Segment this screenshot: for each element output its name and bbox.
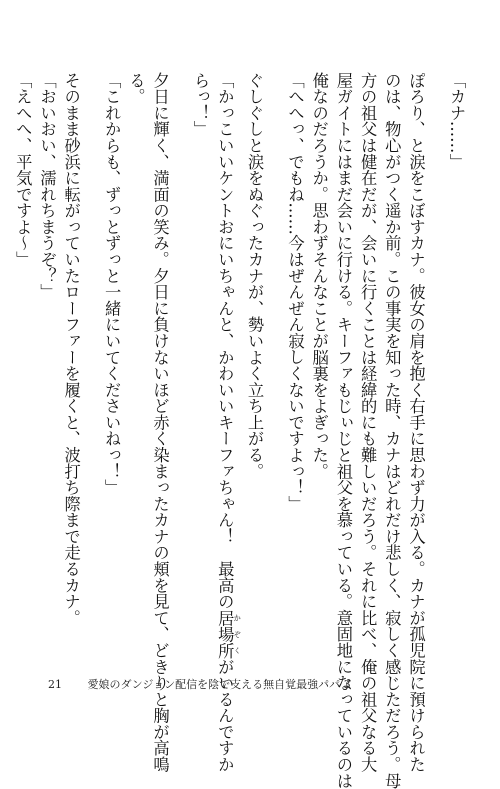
book-title: 愛娘のダンジョン配信を陰で支える無自覚最強パパ 3 — [87, 678, 351, 691]
text-line: 「えへへ、平気ですよ～」 — [13, 72, 33, 268]
text-line: 「おいおい、濡れちまうぞ？」 — [37, 72, 57, 301]
ruby-annotation: 居場所 かぞく — [215, 609, 243, 659]
text-line-with-ruby: 「かっこいいケントおにいちゃんと、かわいいキーファちゃん！ 最高の居場所 かぞくがいるんですか — [215, 72, 243, 773]
text-line: 「カナ……」 — [447, 72, 466, 170]
text-line: 方の祖父は健在だが、会いに行くことは経緯的にも難しいだろう。それに比べ、俺の祖父なる大 — [358, 72, 378, 773]
page-number: 21 — [48, 678, 62, 691]
text-line: ぐしぐしと涙をぬぐったカナが、勢いよく立ち上がる。 — [244, 72, 264, 480]
text-line: 夕日に輝く、満面の笑み。夕日に負けないほど赤く染まったカナの頬を見て、どきりと胸が高鳴 — [150, 72, 170, 773]
text-line: そのまま砂浜に転がっていたローファーを履くと、波打ち際まで走るカナ。 — [61, 72, 81, 626]
text-line: 「これからも、ずっとずっと一緒にいてくださいねっ！」 — [102, 72, 122, 496]
text-line: 俺なのだろうか。思わずそんなことが脳裏をよぎった。 — [309, 72, 329, 480]
text-line: る。 — [126, 72, 146, 105]
text-line: 「へへっ、でもね……今はぜんぜん寂しくないですよっ！」 — [285, 72, 305, 512]
text-line: らっ！」 — [191, 72, 211, 138]
text-line: のは、物心がつく遥か前。この事実を知った時、カナはどれだけ悲しく、寂しく感じただろう。母 — [382, 72, 402, 789]
text-line: 屋ガイトにはまだ会いに行ける。キーファもじぃじと祖父を慕っている。意固地になっているのは — [333, 72, 353, 789]
page-footer — [48, 676, 351, 692]
ruby-reading: かぞく — [233, 609, 243, 659]
text-line — [0, 72, 10, 632]
text-line: ぽろり、と涙をこぼすカナ。彼女の肩を抱く右手に思わず力が入る。カナが孤児院に預けられた — [406, 72, 426, 773]
